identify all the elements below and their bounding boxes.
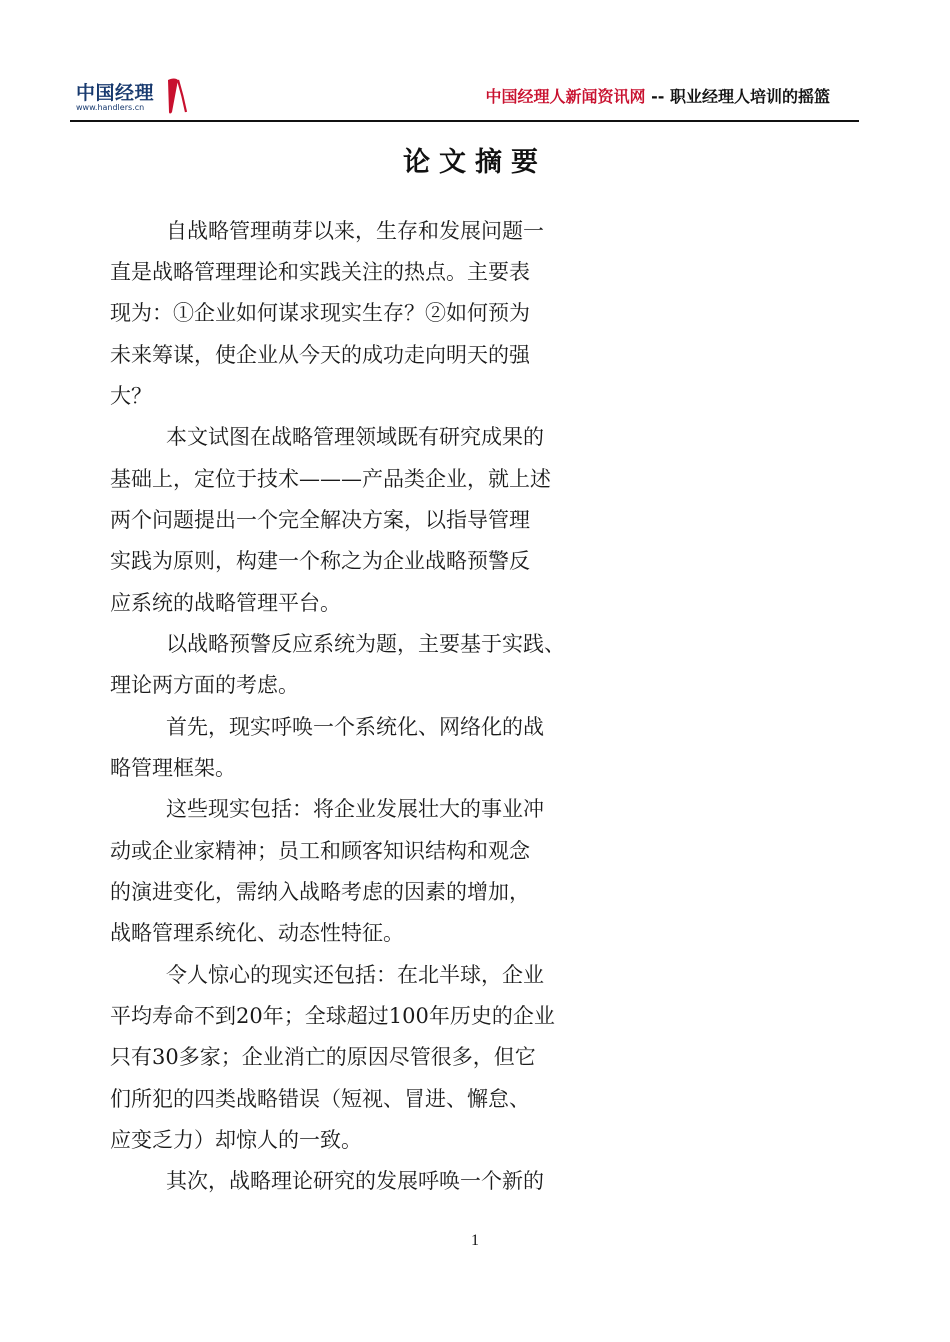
body-line: 只有30多家；企业消亡的原因尽管很多，但它 <box>110 1045 536 1069</box>
page-title: 论文摘要 <box>403 147 547 178</box>
body-line: 理论两方面的考虑。 <box>110 673 299 697</box>
body-line: 现为：①企业如何谋求现实生存？②如何预为 <box>110 301 530 325</box>
body-line: 令人惊心的现实还包括：在北半球，企业 <box>166 963 544 987</box>
body-line: 以战略预警反应系统为题，主要基于实践、 <box>166 632 565 656</box>
body-line: 应系统的战略管理平台。 <box>110 591 341 615</box>
body-line: 们所犯的四类战略错误（短视、冒进、懈怠、 <box>110 1087 530 1111</box>
body-line: 基础上，定位于技术———产品类企业，就上述 <box>110 467 551 491</box>
slogan-dash: -- <box>645 87 670 106</box>
body-line: 平均寿命不到20年；全球超过100年历史的企业 <box>110 1004 555 1028</box>
page-number: 1 <box>471 1232 479 1249</box>
body-line: 的演进变化，需纳入战略考虑的因素的增加， <box>110 880 530 904</box>
logo-text: 中国经理 <box>76 82 155 104</box>
body-line: 直是战略管理理论和实践关注的热点。主要表 <box>110 260 530 284</box>
slogan-tagline: 职业经理人培训的摇篮 <box>669 87 830 106</box>
header-divider <box>70 120 859 122</box>
body-line: 实践为原则，构建一个称之为企业战略预警反 <box>110 549 530 573</box>
body-line: 动或企业家精神；员工和顾客知识结构和观念 <box>110 839 530 863</box>
header-slogan <box>486 84 830 107</box>
body-line: 两个问题提出一个完全解决方案，以指导管理 <box>110 508 530 532</box>
body-line: 自战略管理萌芽以来，生存和发展问题一 <box>166 219 544 243</box>
slogan-site-name: 中国经理人新闻资讯网 <box>485 87 646 106</box>
body-line: 这些现实包括：将企业发展壮大的事业冲 <box>166 797 544 821</box>
logo-url: www.handlers.cn <box>76 103 145 112</box>
body-line: 应变乏力）却惊人的一致。 <box>110 1128 362 1152</box>
body-line: 战略管理系统化、动态性特征。 <box>110 921 404 945</box>
body-line: 首先，现实呼唤一个系统化、网络化的战 <box>166 715 544 739</box>
body-line: 未来筹谋，使企业从今天的成功走向明天的强 <box>110 343 530 367</box>
body-line: 其次，战略理论研究的发展呼唤一个新的 <box>166 1169 544 1193</box>
logo-swoosh-icon <box>162 76 188 116</box>
body-line: 本文试图在战略管理领域既有研究成果的 <box>166 425 544 449</box>
body-line: 略管理框架。 <box>110 756 236 780</box>
page-header <box>72 70 860 122</box>
body-line: 大？ <box>110 384 152 408</box>
handlers-logo <box>76 78 226 118</box>
